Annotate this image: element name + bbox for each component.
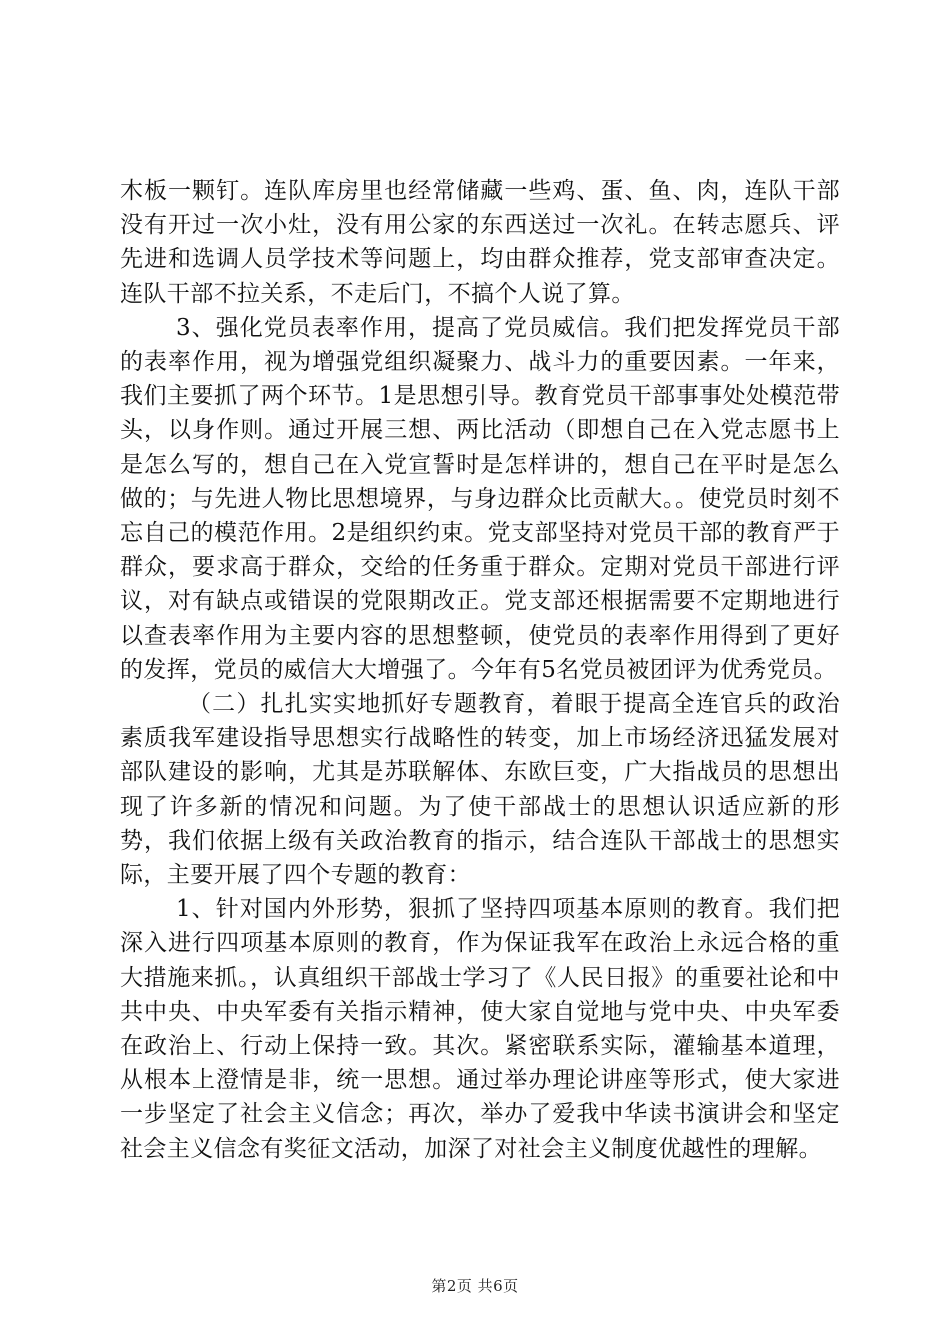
page-number-footer: 第2页 共6页 [431, 1277, 519, 1295]
document-body [120, 174, 840, 1166]
paragraph-thematic-education: （二）扎扎实实地抓好专题教育，着眼于提高全连官兵的政治素质我军建设指导思想实行战略性的转变，加上市场经济迅猛发展对部队建设的影响，尤其是苏联解体、东欧巨变，广大指战员的思想出现了许多新的情况和问题。为了使干部战士的思想认识适应新的形势，我们依据上级有关政治教育的指示，结合连队干部战士的思想实际，主要开展了四个专题的教育： [120, 691, 840, 889]
paragraph-party-member-role: 3、强化党员表率作用，提高了党员威信。我们把发挥党员干部的表率作用，视为增强党组织凝聚力、战斗力的重要因素。一年来，我们主要抓了两个环节。1是思想引导。教育党员干部事事处处模范带头，以身作则。通过开展三想、两比活动（即想自己在入党志愿书上是怎么写的，想自己在入党宣誓时是怎样讲的，想自己在平时是怎么做的；与先进人物比思想境界，与身边群众比贡献大。。使党员时刻不忘自己的模范作用。2是组织约束。党支部坚持对党员干部的教育严于群众，要求高于群众，交给的任务重于群众。定期对党员干部进行评议，对有缺点或错误的党限期改正。党支部还根据需要不定期地进行以查表率作用为主要内容的思想整顿，使党员的表率作用得到了更好的发挥，党员的威信大大增强了。今年有5名党员被团评为优秀党员。 [120, 314, 840, 683]
paragraph-continuation: 木板一颗钉。连队库房里也经常储藏一些鸡、蛋、鱼、肉，连队干部没有开过一次小灶，没有用公家的东西送过一次礼。在转志愿兵、评先进和选调人员学技术等问题上，均由群众推荐，党支部审查决定。连队干部不拉关系，不走后门，不搞个人说了算。 [120, 178, 840, 307]
paragraph-four-principles: 1、针对国内外形势，狠抓了坚持四项基本原则的教育。我们把深入进行四项基本原则的教育，作为保证我军在政治上永远合格的重大措施来抓。，认真组织干部战士学习了《人民日报》的重要社论和中共中央、中央军委有关指示精神，使大家自觉地与党中央、中央军委在政治上、行动上保持一致。其次。紧密联系实际，灌输基本道理，从根本上澄情是非，统一思想。通过举办理论讲座等形式，使大家进一步坚定了社会主义信念；再次，举办了爱我中华读书演讲会和坚定社会主义信念有奖征文活动，加深了对社会主义制度优越性的理解。 [120, 896, 840, 1162]
